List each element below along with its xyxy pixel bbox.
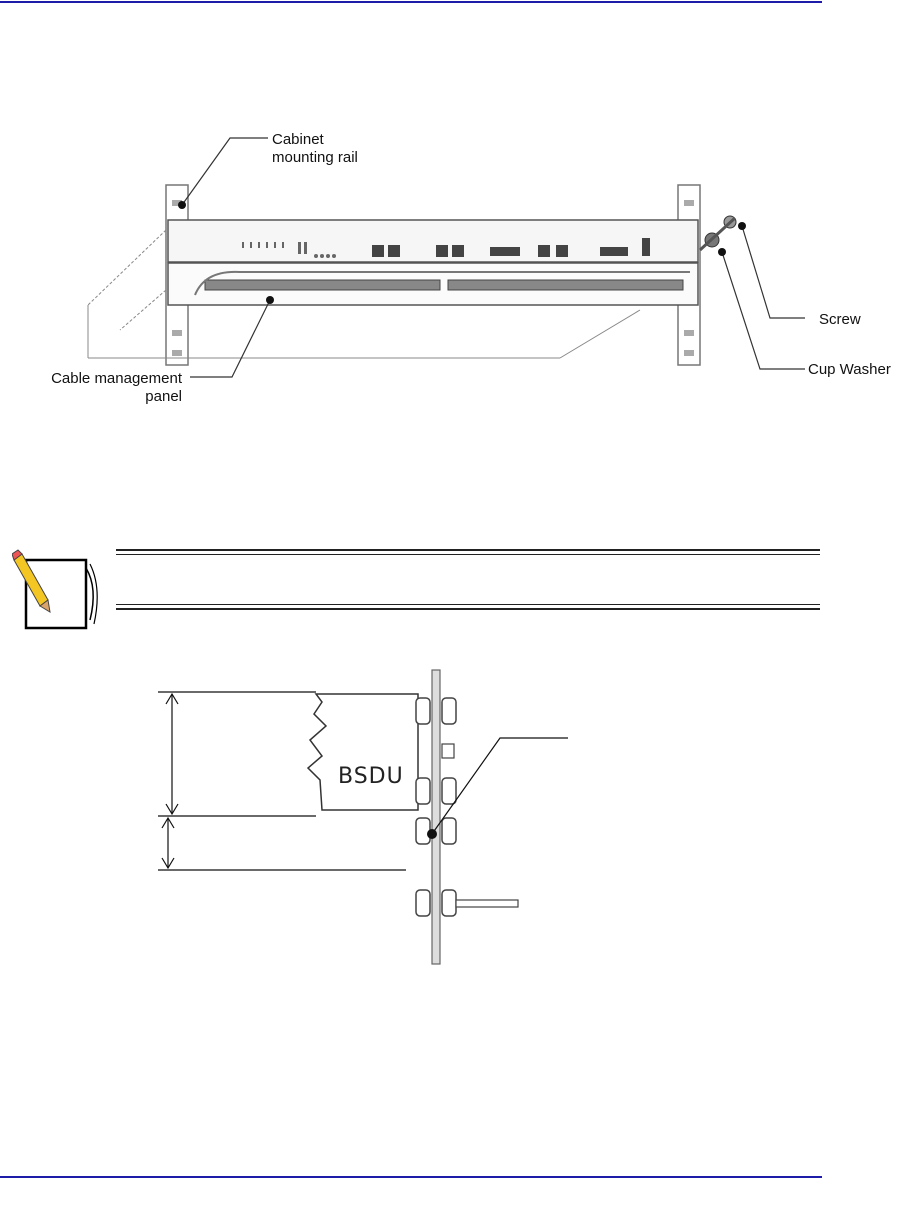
bsdu-side-view-figure [150,668,590,968]
screw-label: Screw [819,311,861,328]
cable-label-line2: panel [145,388,182,405]
note-rule-bottom-thick [116,608,820,610]
bsdu-side-view-drawing [150,668,590,968]
bsdu-label: BSDU [338,764,404,789]
rail-label-line2: mounting rail [272,149,358,166]
note-rule-top-thin [116,554,820,555]
page-footer-rule [0,1176,822,1178]
rack-mounting-figure [0,120,923,440]
page-header-rule [0,1,822,3]
cabinet-mounting-rail-label [272,131,358,167]
note-block [0,540,923,630]
note-rule-bottom-thin [116,604,820,605]
rail-label-line1: Cabinet [272,131,324,148]
note-rule-top-thick [116,549,820,551]
note-pencil-icon [12,548,102,630]
cup-washer-label: Cup Washer [808,361,891,378]
cable-management-panel-label [22,370,182,406]
cable-label-line1: Cable management [51,370,182,387]
